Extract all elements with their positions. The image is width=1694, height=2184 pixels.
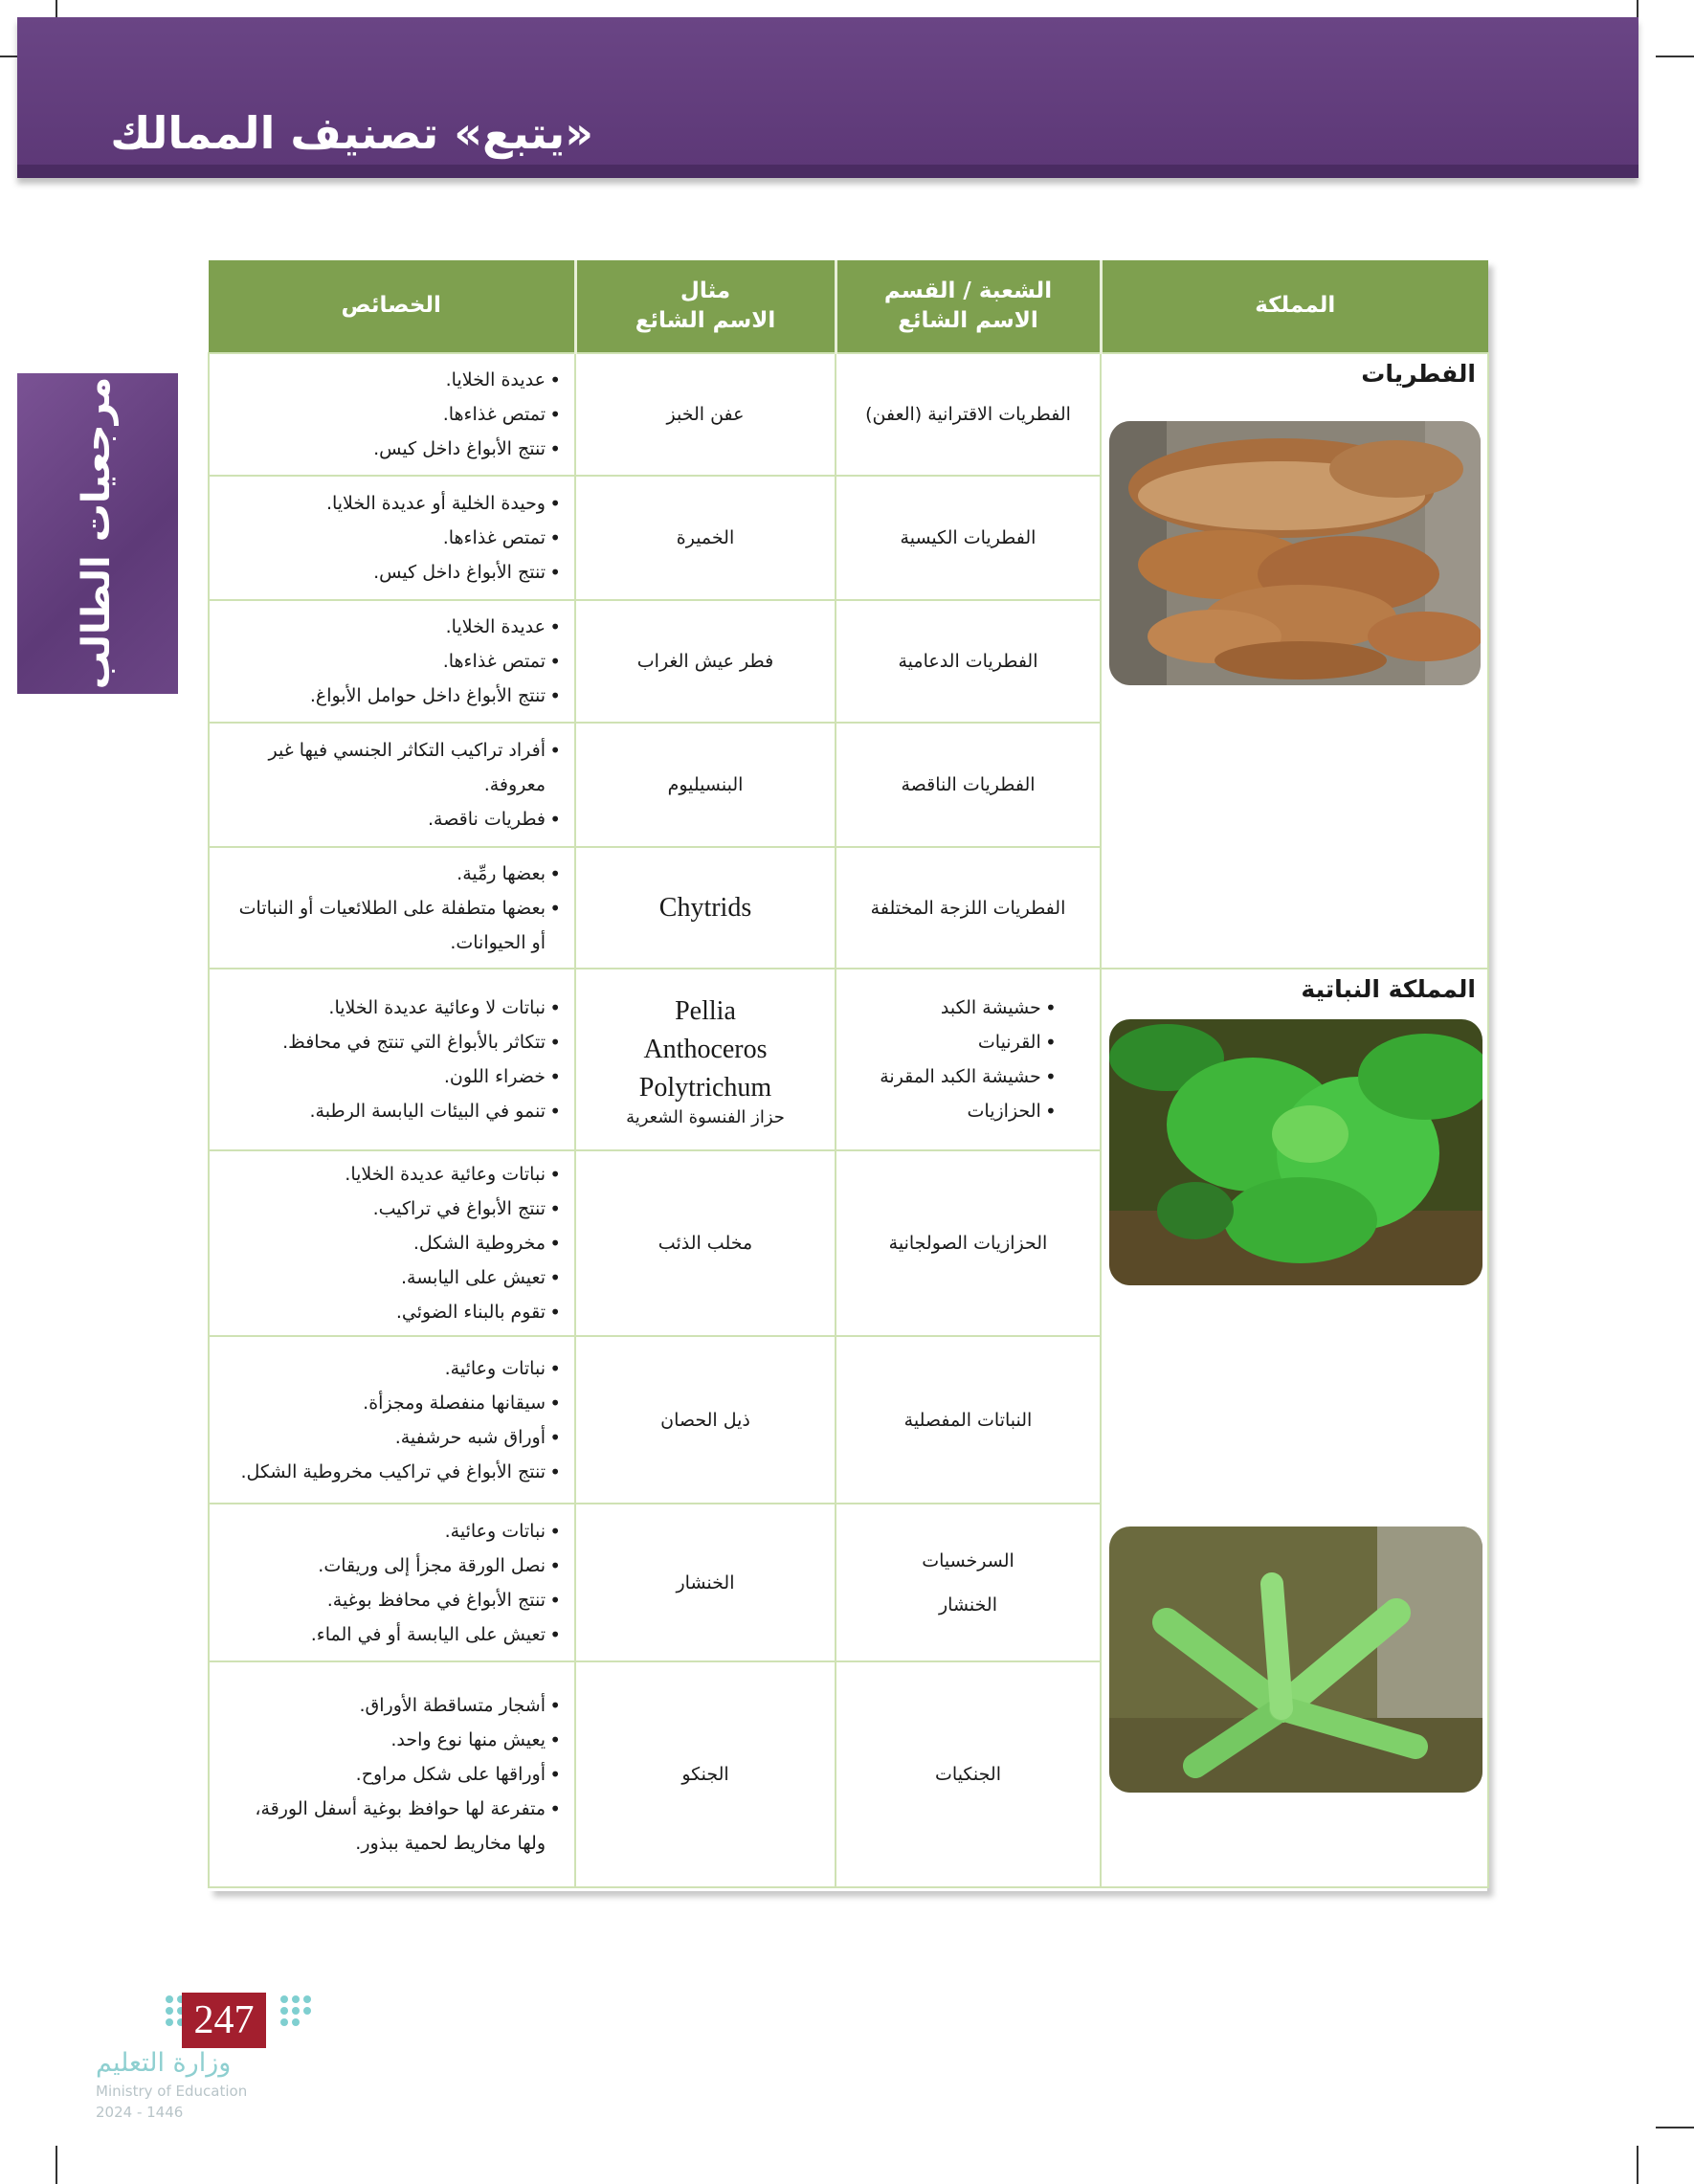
trait-item: • مخروطية الشكل. [229, 1226, 561, 1260]
trait-item: • تقوم بالبناء الضوئي. [229, 1295, 561, 1329]
example-latin: Polytrichum [638, 1072, 772, 1103]
trait-item: • تنتج الأبواغ في تراكيب. [229, 1192, 561, 1226]
trait-item: • عديدة الخلايا. [229, 363, 561, 397]
trait-item: • تمتص غذاءها. [229, 397, 561, 432]
phylum-cell: الفطريات الناقصة [836, 723, 1101, 847]
trait-item: • نباتات وعائية. [229, 1514, 561, 1549]
header-kingdom-label: المملكة [1255, 293, 1336, 319]
example-common: حزاز الفنسوة الشعرية [626, 1106, 785, 1127]
edition-year: 2024 - 1446 [96, 2104, 184, 2121]
example-latin: Pellia [675, 995, 736, 1026]
banner-shade [17, 165, 1638, 178]
example-latin: Anthoceros [643, 1034, 768, 1064]
crop-mark [1656, 56, 1694, 57]
trait-item: • بعضها متطفلة على الطلائعيات أو النباتات أو الحيوانات. [229, 891, 561, 960]
crop-mark [1656, 2127, 1694, 2128]
phylum-cell: الحزازيات الصولجانية [836, 1150, 1101, 1336]
trait-item: • تنمو في البيئات اليابسة الرطبة. [229, 1094, 561, 1128]
phylum-item: • الحزازيات [880, 1094, 1057, 1128]
phylum-item: • القرنيات [880, 1025, 1057, 1059]
trait-item: • بعضها رمِّية. [229, 857, 561, 891]
ministry-name-ar: وزارة التعليم [96, 2048, 232, 2078]
example-cell: فطر عيش الغراب [575, 600, 836, 723]
kingdom-cell-fungi [1101, 353, 1488, 969]
table-header-row [209, 260, 1488, 353]
trait-item: • تتكاثر بالأبواغ التي تنتج في محافظ. [229, 1025, 561, 1059]
trait-item: • يعيش منها نوع واحد. [229, 1723, 561, 1757]
phylum-item: • حشيشة الكبد المقرنة [880, 1059, 1057, 1094]
trait-item: • وحيدة الخلية أو عديدة الخلايا. [229, 486, 561, 521]
traits-cell [209, 1661, 575, 1887]
trait-item: • تمتص غذاءها. [229, 644, 561, 679]
trait-item: • فطريات ناقصة. [229, 802, 561, 836]
phylum-cell: الفطريات الدعامية [836, 600, 1101, 723]
header-example-line2: الاسم الشائع [635, 308, 776, 333]
ministry-name-en: Ministry of Education [96, 2083, 248, 2100]
phylum-name: السرخسيات [922, 1549, 1014, 1571]
phylum-cell: الجنكيات [836, 1661, 1101, 1887]
side-tab-label: مرجعيات الطالب [75, 376, 119, 690]
header-traits-label: الخصائص [341, 293, 441, 319]
traits-cell [209, 723, 575, 847]
trait-item: • تنتج الأبواغ في تراكيب مخروطية الشكل. [229, 1455, 561, 1489]
mushroom-image [1109, 421, 1481, 685]
page-number: 247 [182, 1993, 266, 2048]
traits-cell [209, 600, 575, 723]
example-cell: البنسيليوم [575, 723, 836, 847]
kingdom-name: الفطريات [1361, 360, 1476, 388]
trait-item: • تنتج الأبواغ داخل حوامل الأبواغ. [229, 679, 561, 713]
trait-item: • سيقانها منفصلة ومجزأة. [229, 1386, 561, 1420]
crop-mark [56, 2146, 57, 2184]
trait-item: • أفراد تراكيب التكاثر الجنسي فيها غير معروفة. [229, 733, 561, 802]
example-cell: Chytrids [575, 847, 836, 969]
trait-item: • أوراقها على شكل مراوح. [229, 1757, 561, 1792]
header-phylum-line2: الاسم الشائع [898, 308, 1038, 333]
trait-item: • تنتج الأبواغ داخل كيس. [229, 432, 561, 466]
classification-table [208, 260, 1487, 1891]
trait-item: • متفرعة لها حوافظ بوغية أسفل الورقة، ولها مخاريط لحمية ببذور. [229, 1792, 561, 1861]
header-traits [209, 260, 575, 353]
header-phylum-line1: الشعبة / القسم [883, 278, 1053, 303]
example-cell: الجنكو [575, 1661, 836, 1887]
header-phylum [836, 260, 1101, 353]
phylum-cell: الفطريات الاقترانية (العفن) [836, 353, 1101, 476]
page-title: «يتبع» تصنيف الممالك [110, 107, 593, 159]
example-cell [575, 969, 836, 1150]
traits-cell [209, 353, 575, 476]
liverwort-image [1109, 1019, 1482, 1285]
phylum-item: • حشيشة الكبد [880, 991, 1057, 1025]
traits-cell [209, 969, 575, 1150]
trait-item: • خضراء اللون. [229, 1059, 561, 1094]
trait-item: • عديدة الخلايا. [229, 610, 561, 644]
traits-cell [209, 476, 575, 600]
trait-item: • تنتج الأبواغ داخل كيس. [229, 555, 561, 590]
trait-item: • تعيش على اليابسة أو في الماء. [229, 1617, 561, 1652]
traits-cell [209, 1504, 575, 1661]
phylum-cell: الفطريات الكيسية [836, 476, 1101, 600]
trait-item: • نباتات لا وعائية عديدة الخلايا. [229, 991, 561, 1025]
example-cell: ذيل الحصان [575, 1336, 836, 1504]
header-kingdom [1101, 260, 1488, 353]
trait-item: • نباتات وعائية عديدة الخلايا. [229, 1157, 561, 1192]
header-example [575, 260, 836, 353]
phylum-cell: النباتات المفصلية [836, 1336, 1101, 1504]
trait-item: • أوراق شبه حرشفية. [229, 1420, 561, 1455]
table-row [209, 353, 1488, 476]
crop-mark [1637, 2146, 1638, 2184]
table-row [209, 969, 1488, 1150]
kingdom-cell-plants [1101, 969, 1488, 1887]
traits-cell [209, 1336, 575, 1504]
trait-item: • تمتص غذاءها. [229, 521, 561, 555]
trait-item: • تنتج الأبواغ في محافظ بوغية. [229, 1583, 561, 1617]
phylum-cell [836, 1504, 1101, 1661]
fern-image [1109, 1527, 1482, 1793]
trait-item: • تعيش على اليابسة. [229, 1260, 561, 1295]
example-cell: مخلب الذئب [575, 1150, 836, 1336]
example-cell: الخميرة [575, 476, 836, 600]
example-cell: الخنشار [575, 1504, 836, 1661]
example-cell: عفن الخبز [575, 353, 836, 476]
trait-item: • أشجار متساقطة الأوراق. [229, 1688, 561, 1723]
header-example-line1: مثال [680, 278, 731, 303]
phylum-cell [836, 969, 1101, 1150]
traits-cell [209, 847, 575, 969]
phylum-common: الخنشار [939, 1593, 997, 1616]
trait-item: • نباتات وعائية. [229, 1351, 561, 1386]
trait-item: • نصل الورقة مجزأ إلى وريقات. [229, 1549, 561, 1583]
phylum-cell: الفطريات اللزجة المختلفة [836, 847, 1101, 969]
kingdom-name: المملكة النباتية [1301, 975, 1476, 1003]
traits-cell [209, 1150, 575, 1336]
